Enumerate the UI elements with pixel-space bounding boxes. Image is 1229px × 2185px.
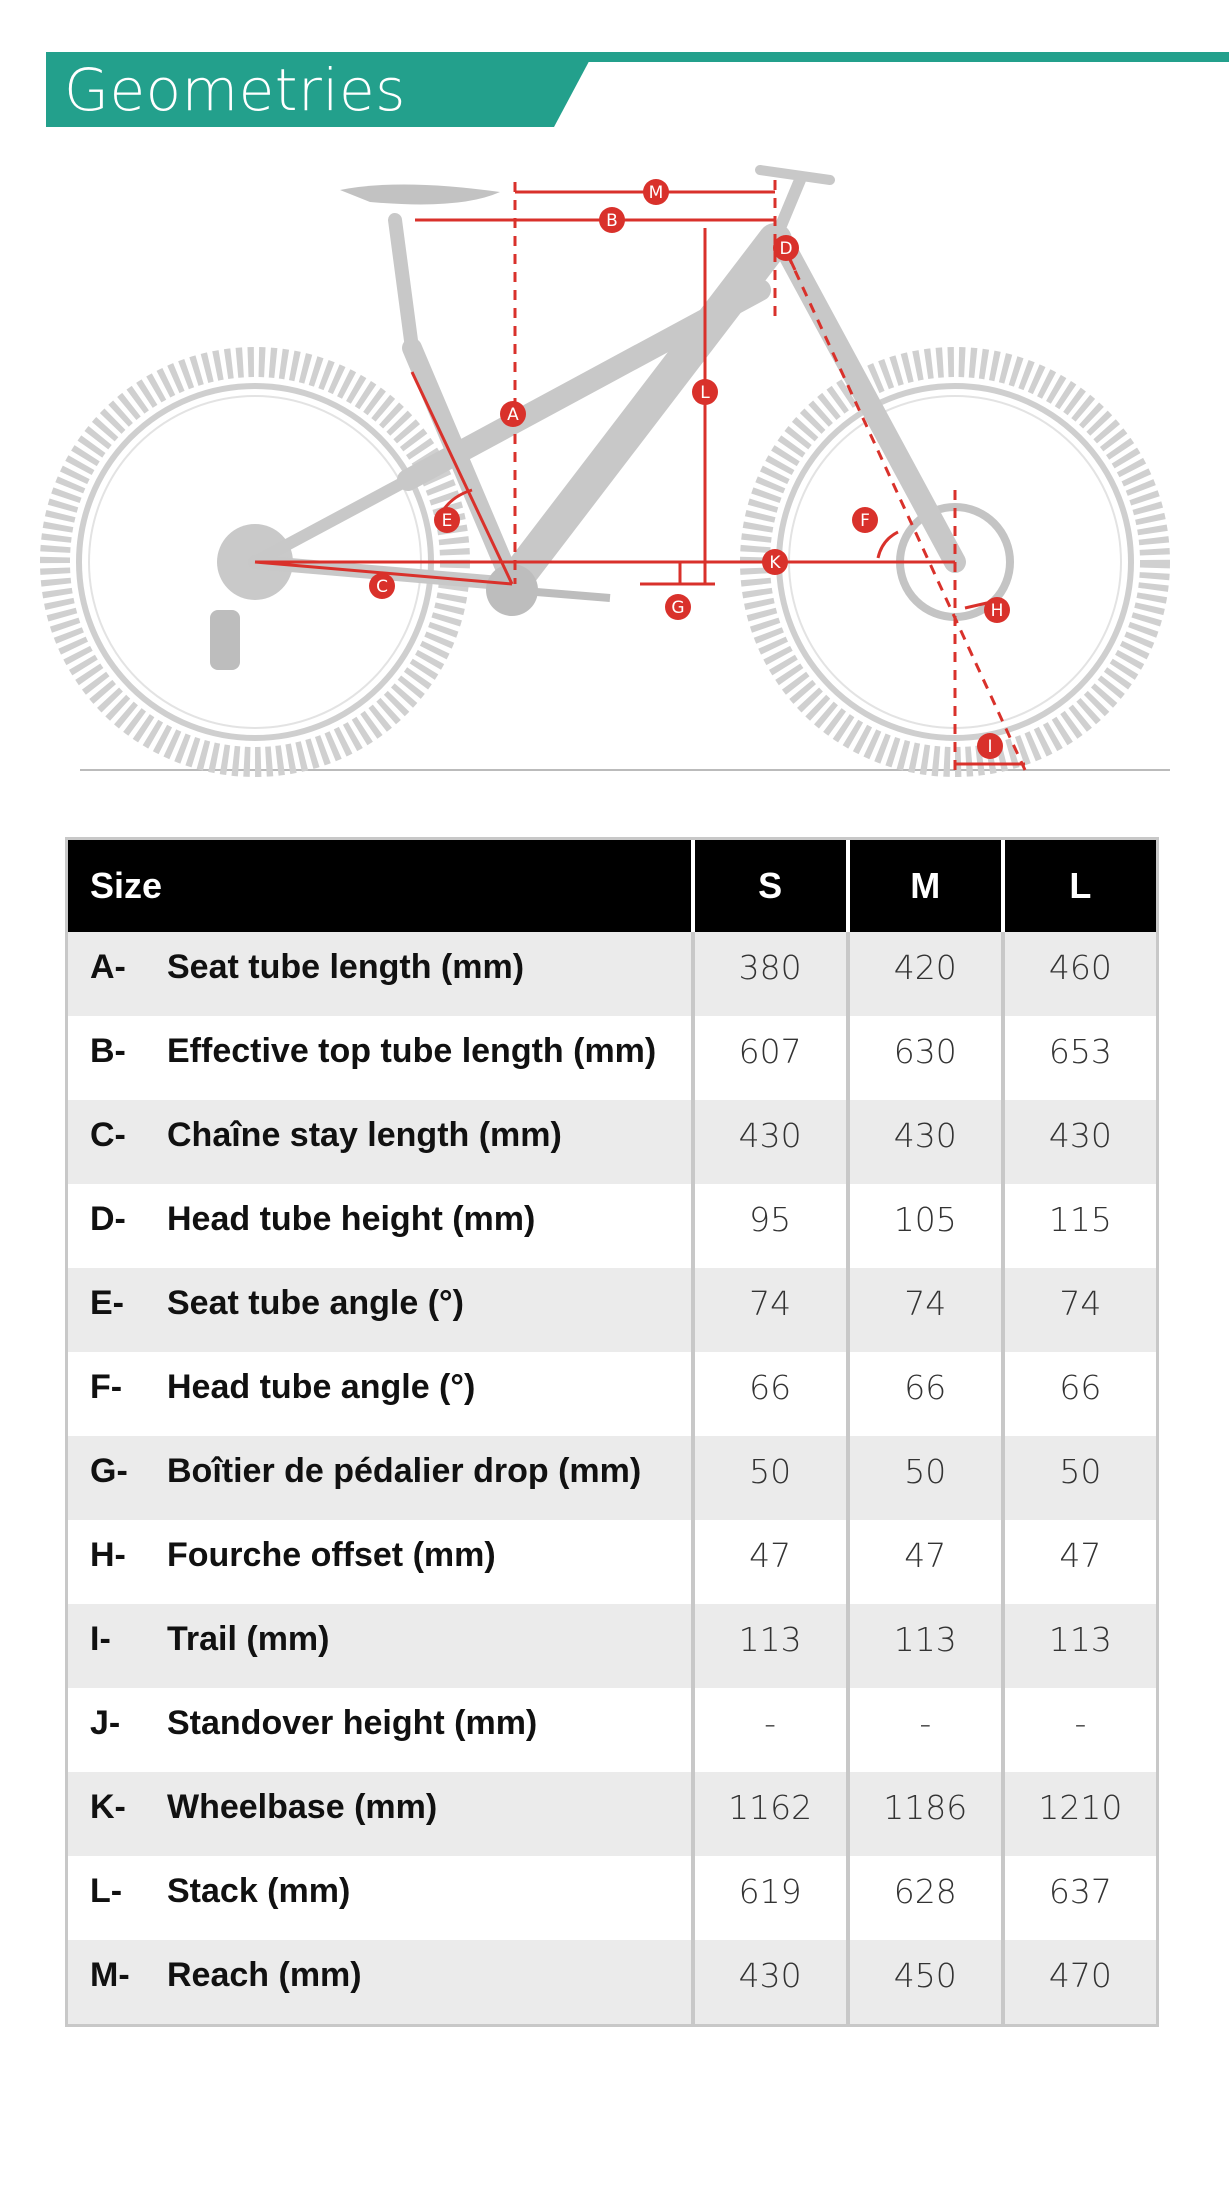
row-name: Seat tube angle (°): [167, 1284, 464, 1322]
row-label-cell: [68, 1436, 691, 1520]
page-title: Geometries: [64, 56, 406, 124]
value-cell-s: 1162: [691, 1772, 846, 1856]
value-cell-l: 637: [1001, 1856, 1156, 1940]
row-label-cell: [68, 1100, 691, 1184]
row-letter: G-: [90, 1452, 128, 1490]
value-cell-l: 50: [1001, 1436, 1156, 1520]
svg-text:M: M: [648, 183, 664, 203]
value-cell-s: 50: [691, 1436, 846, 1520]
table-row: [68, 1520, 1156, 1604]
marker-e: [434, 507, 460, 533]
svg-text:F: F: [860, 511, 870, 531]
row-name: Trail (mm): [167, 1620, 330, 1658]
row-name: Wheelbase (mm): [167, 1788, 438, 1826]
svg-text:E: E: [441, 511, 453, 531]
value-cell-s: 47: [691, 1520, 846, 1604]
row-name: Head tube height (mm): [167, 1200, 536, 1238]
table-row: [68, 1184, 1156, 1268]
value-cell-m: 430: [846, 1100, 1001, 1184]
table-row: [68, 1940, 1156, 2024]
svg-text:D: D: [779, 239, 793, 259]
table-row: [68, 1688, 1156, 1772]
value-cell-s: 95: [691, 1184, 846, 1268]
value-cell-s: -: [691, 1688, 846, 1772]
svg-text:G: G: [671, 598, 685, 618]
svg-text:I: I: [987, 737, 993, 757]
svg-text:C: C: [376, 577, 388, 597]
row-name: Standover height (mm): [167, 1704, 538, 1742]
svg-text:L: L: [700, 383, 710, 403]
value-cell-m: 450: [846, 1940, 1001, 2024]
marker-i: [977, 733, 1003, 759]
size-l-header: L: [1001, 840, 1156, 932]
row-letter: B-: [90, 1032, 126, 1070]
value-cell-m: 420: [846, 932, 1001, 1016]
marker-m: [643, 179, 669, 205]
value-cell-s: 113: [691, 1604, 846, 1688]
geometries-banner: [46, 52, 1229, 127]
value-cell-s: 430: [691, 1100, 846, 1184]
value-cell-m: 113: [846, 1604, 1001, 1688]
row-letter: E-: [90, 1284, 124, 1322]
marker-b: [599, 207, 625, 233]
marker-k: [762, 549, 788, 575]
value-cell-l: 74: [1001, 1268, 1156, 1352]
table-row: [68, 1016, 1156, 1100]
row-label-cell: [68, 1856, 691, 1940]
value-cell-m: 74: [846, 1268, 1001, 1352]
row-name: Stack (mm): [167, 1872, 351, 1910]
value-cell-l: 113: [1001, 1604, 1156, 1688]
marker-a: [500, 401, 526, 427]
row-letter: D-: [90, 1200, 126, 1238]
row-letter: L-: [90, 1872, 123, 1910]
svg-text:A: A: [507, 405, 519, 425]
geometry-table: [65, 837, 1159, 2027]
value-cell-s: 74: [691, 1268, 846, 1352]
table-header-row: [68, 840, 1156, 932]
marker-l: [692, 379, 718, 405]
bike-geometry-diagram: [40, 140, 1190, 780]
row-letter: C-: [90, 1116, 126, 1154]
value-cell-m: 628: [846, 1856, 1001, 1940]
value-cell-l: -: [1001, 1688, 1156, 1772]
value-cell-m: 66: [846, 1352, 1001, 1436]
svg-text:B: B: [606, 211, 618, 231]
row-name: Effective top tube length (mm): [167, 1032, 657, 1070]
size-s-header: S: [691, 840, 846, 932]
value-cell-m: 630: [846, 1016, 1001, 1100]
value-cell-m: 50: [846, 1436, 1001, 1520]
row-label-cell: [68, 1268, 691, 1352]
value-cell-s: 619: [691, 1856, 846, 1940]
value-cell-s: 66: [691, 1352, 846, 1436]
marker-g: [665, 594, 691, 620]
value-cell-s: 430: [691, 1940, 846, 2024]
table-row: [68, 1352, 1156, 1436]
row-label-cell: [68, 1016, 691, 1100]
row-label-cell: [68, 1352, 691, 1436]
value-cell-s: 607: [691, 1016, 846, 1100]
marker-h: [984, 597, 1010, 623]
row-name: Fourche offset (mm): [167, 1536, 496, 1574]
row-letter: M-: [90, 1956, 130, 1994]
row-label-cell: [68, 932, 691, 1016]
size-m-header: M: [846, 840, 1001, 932]
table-body: [68, 932, 1156, 2024]
table-row: [68, 932, 1156, 1016]
row-name: Seat tube length (mm): [167, 948, 525, 986]
row-letter: I-: [90, 1620, 111, 1658]
row-label-cell: [68, 1520, 691, 1604]
table-row: [68, 1856, 1156, 1940]
row-label-cell: [68, 1688, 691, 1772]
svg-text:K: K: [769, 553, 781, 573]
value-cell-l: 460: [1001, 932, 1156, 1016]
row-label-cell: [68, 1772, 691, 1856]
marker-d: [773, 235, 799, 261]
value-cell-l: 66: [1001, 1352, 1156, 1436]
table-row: [68, 1604, 1156, 1688]
value-cell-l: 470: [1001, 1940, 1156, 2024]
value-cell-l: 115: [1001, 1184, 1156, 1268]
row-name: Boîtier de pédalier drop (mm): [167, 1452, 642, 1490]
row-letter: J-: [90, 1704, 121, 1742]
bike-illustration: [40, 140, 1190, 780]
row-name: Head tube angle (°): [167, 1368, 476, 1406]
value-cell-m: -: [846, 1688, 1001, 1772]
row-letter: K-: [90, 1788, 126, 1826]
table-row: [68, 1772, 1156, 1856]
value-cell-l: 47: [1001, 1520, 1156, 1604]
row-name: Chaîne stay length (mm): [167, 1116, 562, 1154]
row-letter: H-: [90, 1536, 126, 1574]
value-cell-l: 430: [1001, 1100, 1156, 1184]
marker-f: [852, 507, 878, 533]
value-cell-m: 1186: [846, 1772, 1001, 1856]
row-letter: F-: [90, 1368, 123, 1406]
value-cell-m: 47: [846, 1520, 1001, 1604]
size-header: Size: [68, 840, 691, 932]
value-cell-m: 105: [846, 1184, 1001, 1268]
table-row: [68, 1100, 1156, 1184]
table-row: [68, 1436, 1156, 1520]
row-letter: A-: [90, 948, 126, 986]
value-cell-l: 653: [1001, 1016, 1156, 1100]
svg-text:H: H: [990, 601, 1004, 621]
row-label-cell: [68, 1184, 691, 1268]
value-cell-l: 1210: [1001, 1772, 1156, 1856]
row-label-cell: [68, 1940, 691, 2024]
row-label-cell: [68, 1604, 691, 1688]
row-name: Reach (mm): [167, 1956, 362, 1994]
marker-c: [369, 573, 395, 599]
table-row: [68, 1268, 1156, 1352]
value-cell-s: 380: [691, 932, 846, 1016]
